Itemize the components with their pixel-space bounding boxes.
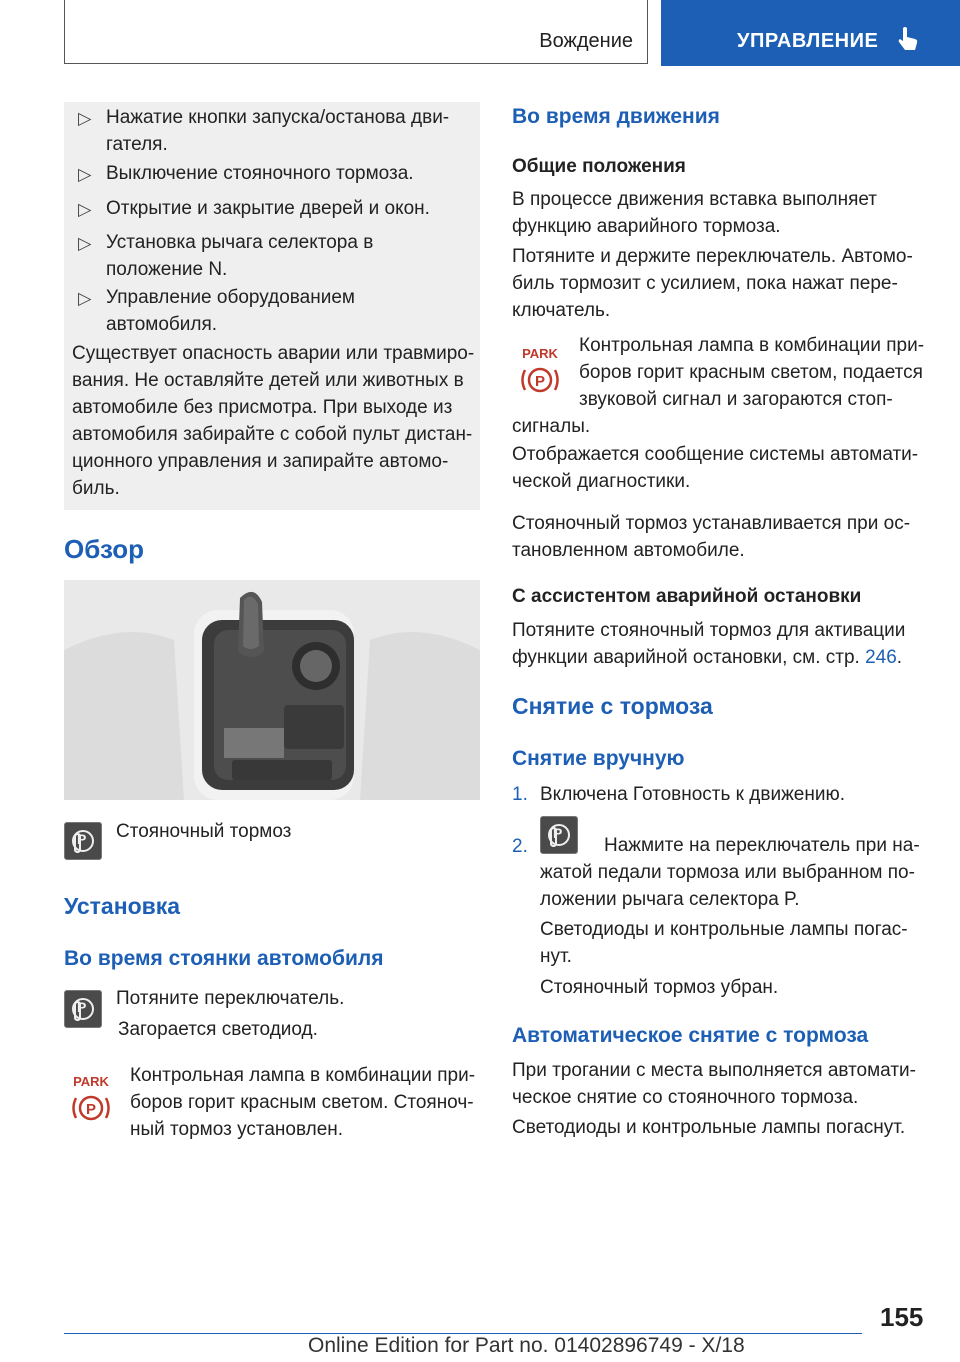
park-lamp-text [130,1062,475,1143]
overview-heading: Обзор [64,534,144,564]
triangle-bullet-icon: ▷ [78,288,92,308]
center-console-photo [64,580,480,800]
header-section-box [64,0,648,64]
header-chapter-title: УПРАВЛЕНИЕ [737,30,879,52]
general-line: функцию аварийного тормоза. [512,216,781,237]
svg-text:P: P [85,1101,97,1118]
manual-heading: Снятие вручную [512,747,685,770]
triangle-bullet-icon: ▷ [78,199,92,219]
general-heading: Общие положения [512,156,686,177]
bullet-item [106,229,468,283]
page-number: 155 [880,1302,924,1332]
step2-text [540,859,915,913]
step2-led-line: нут. [540,946,572,967]
parking-brake-button-icon [64,990,102,1028]
triangle-bullet-icon: ▷ [78,164,92,184]
assist-line-text: функции аварийной остановки, см. стр. [512,647,860,668]
lamp-line-tail: сигналы. [512,416,591,437]
park-lamp-line: боров горит красным светом. Стояноч- [130,1092,474,1113]
step-number: 2. [512,836,528,857]
driving-heading: Во время движения [512,105,720,128]
auto-line: При трогании с места выполняется автомати- [512,1060,916,1081]
auto-text [512,1057,916,1111]
step2-result: Стояночный тормоз убран. [540,977,779,998]
bullet-item [106,284,468,338]
hand-pointer-icon [897,26,919,52]
lamp-text [579,332,924,413]
page-link[interactable]: 246 [865,647,897,668]
bullet-item: Открытие и закрытие дверей и окон. [106,198,430,219]
svg-text:P: P [534,373,546,390]
park-warning-lamp-icon [517,344,563,400]
assist-heading: С ассистентом аварийной остановки [512,586,862,607]
bullet-line: гателя. [106,134,168,155]
bullet-line: Установка рычага селектора в [106,232,374,253]
warning-text [72,340,476,502]
step2-led-line: Светодиоды и контрольные лампы погас- [540,919,908,940]
warning-line: биль. [72,478,120,499]
step1-text: Включена Готовность к движению. [540,784,845,805]
diag-text [512,441,918,495]
pull-line: биль тормозит с усилием, пока нажат пере- [512,273,898,294]
release-heading: Снятие с тормоза [512,693,713,719]
install-heading: Установка [64,893,181,919]
auto-leds: Светодиоды и контрольные лампы погаснут. [512,1117,906,1138]
lamp-line: Контрольная лампа в комбинации при- [579,335,925,356]
auto-heading: Автоматическое снятие с тормоза [512,1024,869,1047]
park-warning-lamp-icon [68,1072,114,1128]
bullet-line: автомобиля. [106,314,218,335]
header-section-title: Вождение [539,30,633,52]
photo-caption: Стояночный тормоз [116,821,292,842]
park-lamp-line: Контрольная лампа в комбинации при- [130,1065,476,1086]
diag-line: Отображается сообщение системы автомати- [512,444,919,465]
parking-brake-button-icon [64,822,102,860]
step2-first-line: Нажмите на переключатель при на- [604,835,920,856]
diag-line: ческой диагностики. [512,471,691,492]
bullet-line: Управление оборудованием [106,287,355,308]
warning-line: автомобиле без присмотра. При выходе из [72,397,453,418]
p-letter: P [553,825,563,841]
warning-line: вания. Не оставляйте детей или животных в [72,370,464,391]
general-text [512,186,877,240]
assist-line [512,644,905,671]
parked-heading: Во время стоянки автомобиля [64,947,384,970]
triangle-bullet-icon: ▷ [78,108,92,128]
pull-line: Потяните и держите переключатель. Автомо- [512,246,913,267]
svg-text:PARK: PARK [73,1074,109,1089]
parked-step1: Потяните переключатель. [116,988,345,1009]
pull-text [512,243,913,324]
park-lamp-line: ный тормоз установлен. [130,1119,344,1140]
parked-step2: Загорается светодиод. [118,1019,318,1040]
set-text [512,510,910,564]
warning-line: автомобиля забирайте с собой пульт дистан- [72,424,473,445]
bullet-line: положение N. [106,259,228,280]
assist-line-end: . [896,647,903,668]
general-line: В процессе движения вставка выполняет [512,189,877,210]
step2-leds [540,916,908,970]
p-letter: P [77,999,87,1015]
warning-line: ционного управления и запирайте автомо- [72,451,449,472]
step-number: 1. [512,784,528,805]
edition-text: Online Edition for Part no. 01402896749 - X/18 [308,1334,745,1357]
bullet-line: Нажатие кнопки запуска/останова дви- [106,107,450,128]
pull-line: ключатель. [512,300,611,321]
bullet-item: Выключение стояночного тормоза. [106,163,414,184]
parking-brake-button-icon [540,816,578,854]
set-line: тановленном автомобиле. [512,540,745,561]
lamp-line: звуковой сигнал и загораются стоп- [579,389,893,410]
step2-line: жатой педали тормоза или выбранном по- [540,862,915,883]
assist-line: Потяните стояночный тормоз для активации [512,620,906,641]
header-chapter-tab[interactable] [661,0,960,66]
warning-box [64,102,480,510]
assist-text [512,617,905,671]
auto-line: ческое снятие со стояночного тормоза. [512,1087,859,1108]
p-letter: P [77,831,87,847]
svg-text:PARK: PARK [522,346,558,361]
step2-line: ложении рычага селектора P. [540,889,800,910]
triangle-bullet-icon: ▷ [78,233,92,253]
lamp-line: боров горит красным светом, подается [579,362,923,383]
set-line: Стояночный тормоз устанавливается при ос- [512,513,911,534]
bullet-item [106,104,468,158]
warning-line: Существует опасность аварии или травмиро- [72,343,475,364]
